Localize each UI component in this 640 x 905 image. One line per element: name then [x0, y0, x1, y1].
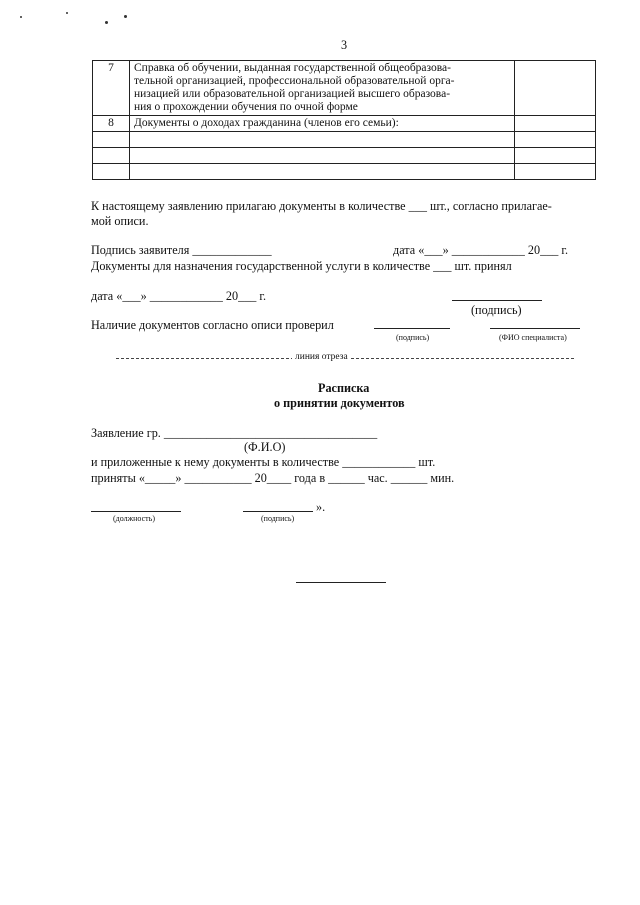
row-number: 8 [93, 116, 130, 132]
position-line [91, 511, 181, 512]
receipt-subtitle: о принятии документов [274, 396, 405, 410]
row-line: низацией или образовательной организацией высшего образова- [134, 88, 451, 100]
receipt-attached: и приложенные к нему документы в количестве ____________ шт. [91, 455, 436, 469]
receipt-accepted: приняты «_____» ___________ 20____ года в ______ час. ______ мин. [91, 471, 455, 485]
page-number: 3 [341, 38, 348, 52]
receipt-sig-tail: ». [316, 500, 326, 514]
scan-speck [20, 16, 22, 18]
attach-text-line2: мой описи. [91, 214, 149, 228]
signature-caption: (подпись) [471, 303, 522, 317]
receipt-signature-caption: (подпись) [261, 514, 295, 523]
check-text: Наличие документов согласно описи проверил [91, 318, 334, 332]
applicant-signature: Подпись заявителя _____________ [91, 243, 272, 257]
row-line: Справка об обучении, выданная государственной общеобразова- [134, 62, 451, 74]
row-line: ния о прохождении обучения по очной форме [134, 101, 358, 113]
receipt-application: Заявление гр. ___________________________________ [91, 426, 378, 440]
position-caption: (должность) [113, 514, 155, 523]
table-row [93, 61, 596, 116]
application-date: дата «___» ____________ 20___ г. [393, 243, 569, 257]
scan-speck [105, 21, 108, 24]
check-signature-line [374, 328, 450, 329]
row-description [130, 61, 515, 116]
row-cell-empty [515, 61, 596, 116]
closing-line [296, 582, 386, 583]
receipt-fio-caption: (Ф.И.О) [244, 440, 286, 454]
row-cell-empty [515, 116, 596, 132]
scan-speck [66, 12, 68, 14]
table-row [93, 132, 596, 148]
table-row [93, 164, 596, 180]
specialist-caption: (ФИО специалиста) [499, 333, 567, 342]
table-row [93, 148, 596, 164]
row-description: Документы о доходах гражданина (членов его семьи): [130, 116, 515, 132]
signature-line [452, 300, 542, 301]
table-row [93, 116, 596, 132]
scan-speck [124, 15, 127, 18]
docs-accepted-text: Документы для назначения государственной услуги в количестве ___ шт. принял [91, 259, 512, 273]
acceptance-date: дата «___» ____________ 20___ г. [91, 289, 267, 303]
attach-text-line1: К настоящему заявлению прилагаю документы в количестве ___ шт., согласно прилагае- [91, 199, 552, 213]
receipt-signature-line [243, 511, 313, 512]
specialist-name-line [490, 328, 580, 329]
row-line: тельной организацией, профессиональной образовательной орга- [134, 75, 455, 87]
receipt-title: Расписка [318, 381, 370, 395]
check-signature-caption: (подпись) [396, 333, 430, 342]
documents-table [92, 60, 596, 180]
cut-line-label: линия отреза [292, 352, 351, 362]
row-number: 7 [93, 61, 130, 116]
